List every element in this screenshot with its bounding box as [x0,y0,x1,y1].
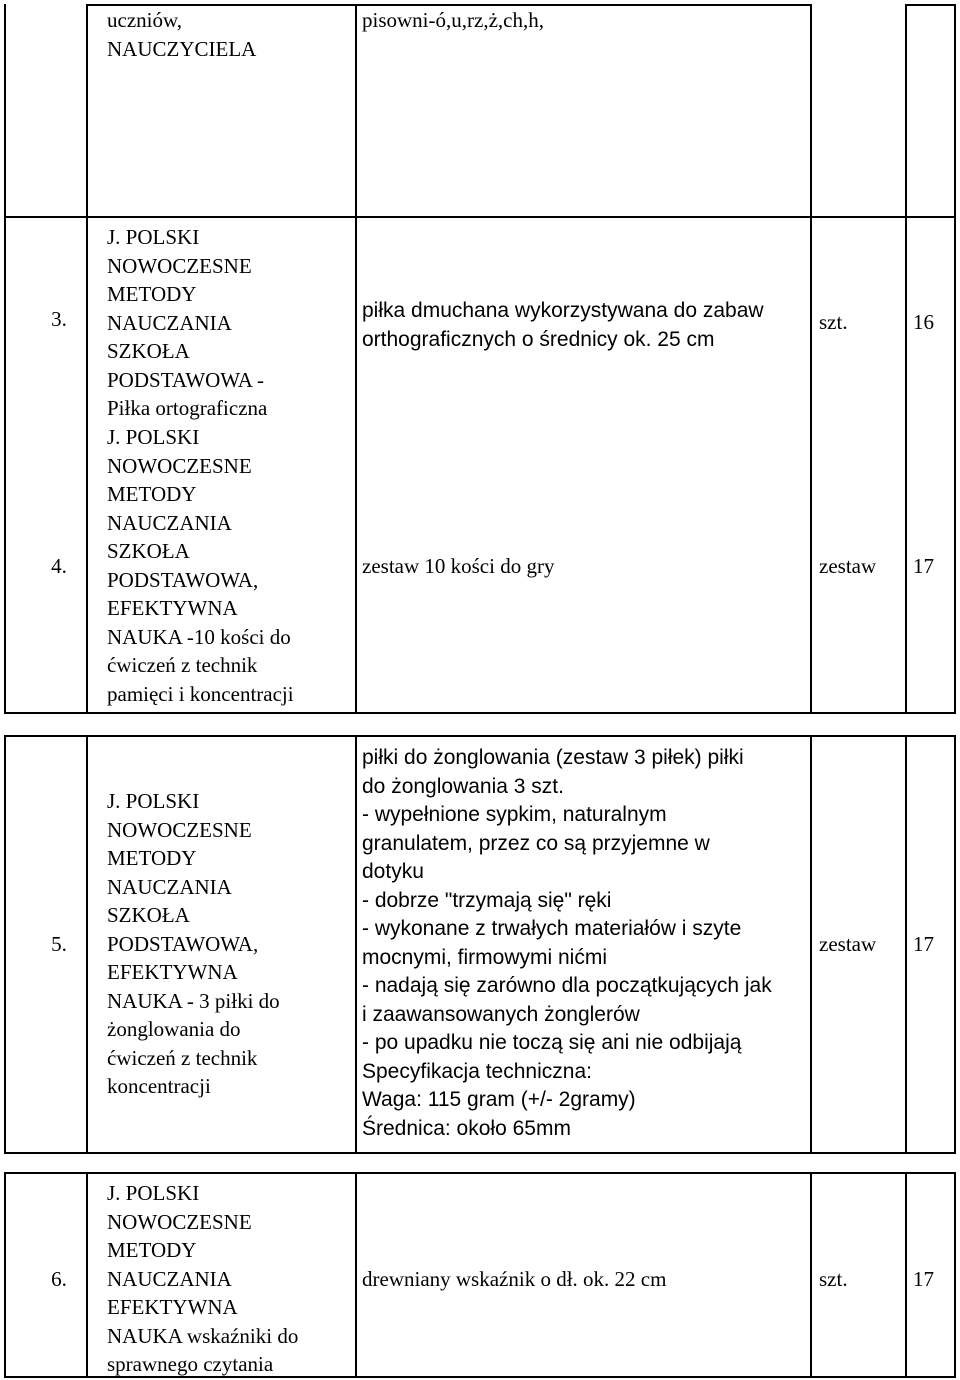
row-3-number: 3. [51,307,67,331]
rule-row-5-top [4,735,956,737]
col-rule-5-bot [954,1172,956,1378]
rule-top-right [905,4,956,6]
rule-row-6-top [4,1172,956,1174]
row-6-description: drewniany wskaźnik o dł. ok. 22 cm [362,1267,667,1291]
row-6-number: 6. [51,1267,67,1291]
row-3-unit: szt. [819,310,848,334]
row-4-title: J. POLSKI NOWOCZESNE METODY NAUCZANIA SZKOŁA PODSTAWOWA, EFEKTYWNA NAUKA -10 kości do ćwiczeń z technik pamięci i koncentracji [107,425,294,706]
row-6-unit: szt. [819,1267,848,1291]
row-4-number: 4. [51,554,67,578]
row-3-title: J. POLSKI NOWOCZESNE METODY NAUCZANIA SZKOŁA PODSTAWOWA - Piłka ortograficzna [107,225,268,420]
row-5-title: J. POLSKI NOWOCZESNE METODY NAUCZANIA SZKOŁA PODSTAWOWA, EFEKTYWNA NAUKA - 3 piłki do żonglowania do ćwiczeń z technik koncentracji [107,789,280,1098]
row-4-description: zestaw 10 kości do gry [362,554,555,578]
col-rule-5-top [954,4,956,714]
col-rule-4-mid [905,735,907,1154]
col-rule-3-top [810,4,812,714]
col-rule-3-mid [810,735,812,1154]
col-rule-4-bot [905,1172,907,1378]
row-5-quantity: 17 [913,932,934,956]
col-rule-2-mid [355,735,357,1154]
row-6-quantity: 17 [913,1267,934,1291]
row-6-title: J. POLSKI NOWOCZESNE METODY NAUCZANIA EFEKTYWNA NAUKA wskaźniki do sprawnego czytania [107,1181,299,1376]
row-4-quantity: 17 [913,554,934,578]
col-rule-5-mid [954,735,956,1154]
row-3-description: piłka dmuchana wykorzystywana do zabaw orthograficznych o średnicy ok. 25 cm [362,299,764,351]
col-rule-2-top [355,4,357,714]
row-5-unit: zestaw [819,932,877,956]
rule-row-4-bottom [4,712,956,714]
rule-row-3-top [4,216,956,218]
col-rule-4-top [905,4,907,714]
row-5-description: piłki do żonglowania (zestaw 3 piłek) piłki do żonglowania 3 szt. - wypełnione sypkim, naturalnym granulatem, przez co są przyjemne w dotyku - dobrze "trzymają się" ręki - wykonane z trwałych materiałów i szyte mocnymi, firmowymi nićmi - nadają się zarówno dla początkujących jak i zaawansowanych żonglerów - po upadku nie toczą się ani nie odbijają Specyfikacja techniczna: Waga: 115 gram (+/- 2gramy) Średnica: około 65mm [362,746,772,1140]
col-rule-2-bot [355,1172,357,1378]
col-rule-1-top [86,4,88,714]
col-rule-0-top [4,4,6,714]
row-3-quantity: 16 [913,310,934,334]
row-cont-description: pisowni-ó,u,rz,ż,ch,h, [362,8,544,32]
col-rule-3-bot [810,1172,812,1378]
row-cont-title: uczniów, NAUCZYCIELA [107,8,257,61]
rule-row-5-bottom [4,1152,956,1154]
row-4-unit: zestaw [819,554,877,578]
row-5-number: 5. [51,932,67,956]
